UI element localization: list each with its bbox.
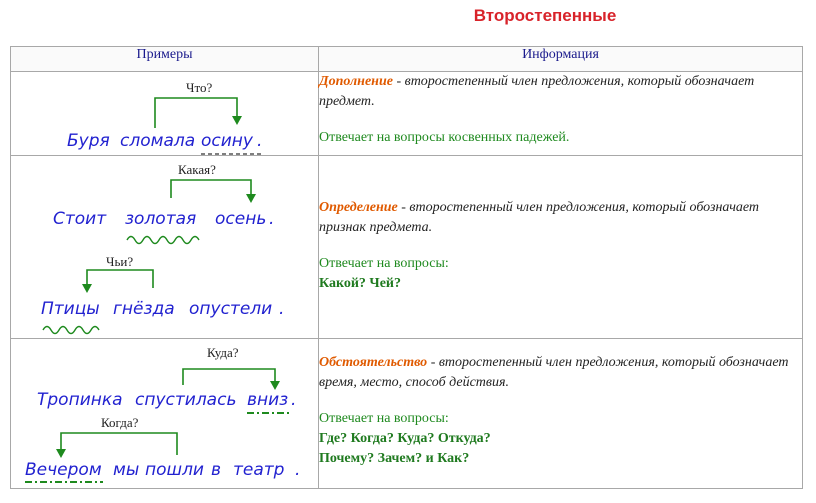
members-table xyxy=(10,46,803,489)
term-label: Обстоятельство xyxy=(319,355,428,370)
info-cell-object xyxy=(319,72,803,156)
sentence-word: театр xyxy=(233,460,285,480)
term-definition: - второстепенный член предложения, который обозначает время, место, способ действия. xyxy=(319,355,789,390)
question-arrow xyxy=(87,270,153,288)
arrow-head xyxy=(82,284,92,293)
sentence-word: вниз xyxy=(247,390,289,410)
answers-questions: Какой? Чей? xyxy=(319,276,401,291)
sentence-word: осень xyxy=(215,209,267,229)
question-arrow xyxy=(61,433,177,455)
answers-questions: Почему? Зачем? и Как? xyxy=(319,451,470,466)
example-diagram-attribute xyxy=(11,156,319,339)
answers-text: Отвечает на вопросы: xyxy=(319,411,449,426)
example-cell-attribute xyxy=(11,156,319,339)
sentence-word: сломала xyxy=(120,131,196,151)
question-label: Куда? xyxy=(207,345,239,360)
sentence-word: опустели xyxy=(189,299,273,319)
sentence-word: гнёзда xyxy=(113,299,175,319)
sentence-word: . xyxy=(295,460,301,480)
sentence-word: пошли xyxy=(145,460,204,480)
sentence-word: Буря xyxy=(67,131,110,151)
sentence-word: . xyxy=(269,209,275,229)
sentence-word: в xyxy=(211,460,222,480)
sentence-word: золотая xyxy=(125,209,197,229)
arrow-head xyxy=(232,116,242,125)
arrow-head xyxy=(56,449,66,458)
info-cell-adverbial xyxy=(319,339,803,489)
arrow-head xyxy=(246,194,256,203)
question-label: Какая? xyxy=(178,162,216,177)
example-diagram-adverbial xyxy=(11,339,319,489)
question-label: Что? xyxy=(186,80,213,95)
sentence-word: мы xyxy=(113,460,140,480)
sentence-word: Стоит xyxy=(53,209,107,229)
header-info: Информация xyxy=(319,47,803,72)
question-label: Чьи? xyxy=(106,254,134,269)
example-cell-object xyxy=(11,72,319,156)
question-arrow xyxy=(155,98,237,128)
table-header-row xyxy=(11,47,803,72)
header-examples: Примеры xyxy=(11,47,319,72)
sentence-word: Вечером xyxy=(25,460,102,480)
sentence-word: Птицы xyxy=(41,299,100,319)
question-arrow xyxy=(171,180,251,198)
table-row xyxy=(11,156,803,339)
sentence-word: осину xyxy=(201,131,253,151)
page-title: Второстепенные xyxy=(473,6,617,25)
term-definition: - второстепенный член предложения, который обозначает предмет. xyxy=(319,74,755,109)
answers-text: Отвечает на вопросы косвенных падежей. xyxy=(319,130,570,145)
answers-text: Отвечает на вопросы: xyxy=(319,256,449,271)
table-row xyxy=(11,72,803,156)
term-label: Определение xyxy=(319,200,398,215)
example-cell-adverbial xyxy=(11,339,319,489)
question-arrow xyxy=(183,369,275,385)
term-label: Дополнение xyxy=(319,74,393,89)
table-row xyxy=(11,339,803,489)
info-cell-attribute xyxy=(319,156,803,339)
answers-questions: Где? Когда? Куда? Откуда? xyxy=(319,431,491,446)
sentence-word: . xyxy=(291,390,297,410)
arrow-head xyxy=(270,381,280,390)
sentence-word: . xyxy=(257,131,263,151)
sentence-word: . xyxy=(279,299,285,319)
attribute-underline xyxy=(127,237,199,244)
example-diagram-object xyxy=(11,72,319,156)
term-definition: - второстепенный член предложения, который обозначает признак предмета. xyxy=(319,200,760,235)
question-label: Когда? xyxy=(101,415,139,430)
sentence-word: Тропинка xyxy=(37,390,123,410)
attribute-underline xyxy=(43,327,99,334)
sentence-word: спустилась xyxy=(135,390,237,410)
